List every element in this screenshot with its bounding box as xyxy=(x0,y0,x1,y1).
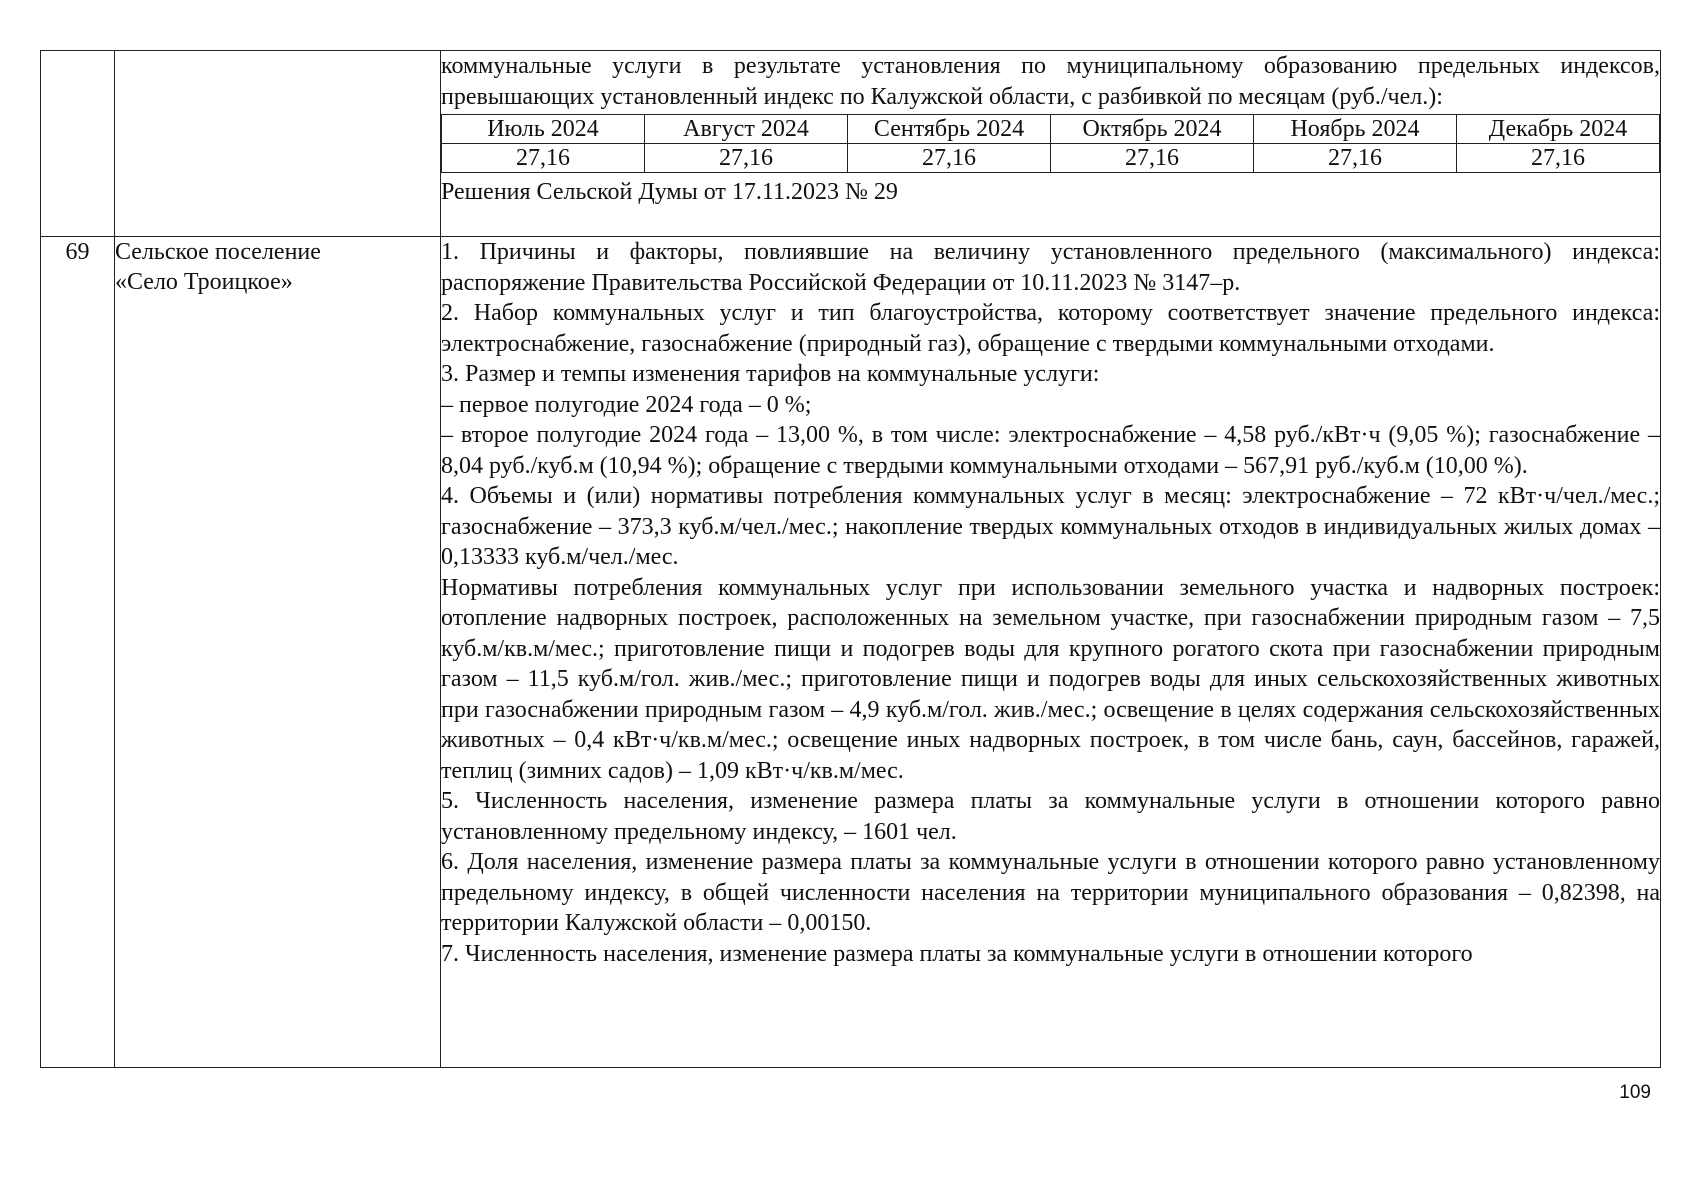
continuation-intro: коммунальные услуги в результате установления по муниципальному образованию предельных индексов, превышающих установленный индекс по Калужской области, с разбивкой по месяцам (руб./чел.): xyxy=(441,53,1660,110)
document-table xyxy=(40,50,1661,1068)
month-header: Июль 2024 xyxy=(442,115,645,144)
municipality-name: «Село Троицкое» xyxy=(115,269,293,295)
monthly-values-table xyxy=(441,114,1660,173)
number-cell-empty xyxy=(41,51,115,237)
month-value: 27,16 xyxy=(848,144,1051,173)
months-header-row xyxy=(442,115,1660,144)
municipality-type: Сельское поселение xyxy=(115,239,321,265)
month-header: Октябрь 2024 xyxy=(1051,115,1254,144)
paragraph-3-first-half: – первое полугодие 2024 года – 0 %; xyxy=(441,391,812,418)
continuation-row xyxy=(41,51,1661,237)
entry-row xyxy=(41,237,1661,1068)
entry-number: 69 xyxy=(41,237,115,1068)
paragraph-3-tariffs: 3. Размер и темпы изменения тарифов на коммунальные услуги: xyxy=(441,361,1100,387)
month-header: Ноябрь 2024 xyxy=(1254,115,1457,144)
month-value: 27,16 xyxy=(1457,144,1660,173)
paragraph-2-services-set: 2. Набор коммунальных услуг и тип благоустройства, которому соответствует значение предельного индекса: электроснабжение, газоснабжение (природный газ), обращение с твердыми коммунальными отходами. xyxy=(441,300,1660,357)
paragraph-5-population: 5. Численность населения, изменение размера платы за коммунальные услуги в отношении которого равно установленному предельному индексу, – 1601 чел. xyxy=(441,788,1660,845)
municipality-name-cell xyxy=(115,237,441,1068)
month-header: Август 2024 xyxy=(645,115,848,144)
page-number: 109 xyxy=(1619,1082,1651,1103)
month-value: 27,16 xyxy=(1254,144,1457,173)
paragraph-4-land-norms: Нормативы потребления коммунальных услуг при использовании земельного участка и надворных построек: отопление надворных построек, расположенных на земельном участке, при газоснабжении природным газом – 7,5 куб.м/кв.м/мес.; приготовление пищи и подогрев воды для крупного рогатого скота при газоснабжении природным газом – 11,5 куб.м/гол. жив./мес.; приготовление пищи и подогрев воды для иных сельскохозяйственных животных при газоснабжении природным газом – 4,9 куб.м/гол. жив./мес.; освещение в целях содержания сельскохозяйственных животных – 0,4 кВт·ч/кв.м/мес.; освещение иных надворных построек, в том числе бань, саун, бассейнов, гаражей, теплиц (зимних садов) – 1,09 кВт·ч/кв.м/мес. xyxy=(441,574,1660,784)
months-value-row xyxy=(442,144,1660,173)
continuation-body-cell xyxy=(441,51,1661,237)
paragraph-4-volumes: 4. Объемы и (или) нормативы потребления коммунальных услуг в месяц: электроснабжение – 72 кВт·ч/чел./мес.; газоснабжение – 373,3 куб.м/чел./мес.; накопление твердых коммунальных отходов в индивидуальных жилых домах – 0,13333 куб.м/чел./мес. xyxy=(441,483,1660,570)
paragraph-7-population: 7. Численность населения, изменение размера платы за коммунальные услуги в отношении которого xyxy=(441,940,1473,967)
month-header: Декабрь 2024 xyxy=(1457,115,1660,144)
month-value: 27,16 xyxy=(645,144,848,173)
paragraph-3-second-half: – второе полугодие 2024 года – 13,00 %, в том числе: электроснабжение – 4,58 руб./кВт·ч (9,05 %); газоснабжение – 8,04 руб./куб.м (10,94 %); обращение с твердыми коммунальными отходами – 567,91 руб./куб.м (10,00 %). xyxy=(441,422,1660,479)
paragraph-6-population-share: 6. Доля населения, изменение размера платы за коммунальные услуги в отношении которого равно установленному предельному индексу, в общей численности населения на территории муниципального образования – 0,82398, на территории Калужской области – 0,00150. xyxy=(441,849,1660,936)
name-cell-empty xyxy=(115,51,441,237)
entry-body-cell xyxy=(441,237,1661,1068)
paragraph-1-reasons: 1. Причины и факторы, повлиявшие на величину установленного предельного (максимального) индекса: распоряжение Правительства Российской Федерации от 10.11.2023 № 3147–р. xyxy=(441,239,1660,296)
decision-reference: Решения Сельской Думы от 17.11.2023 № 29 xyxy=(441,179,898,205)
month-value: 27,16 xyxy=(442,144,645,173)
month-value: 27,16 xyxy=(1051,144,1254,173)
month-header: Сентябрь 2024 xyxy=(848,115,1051,144)
